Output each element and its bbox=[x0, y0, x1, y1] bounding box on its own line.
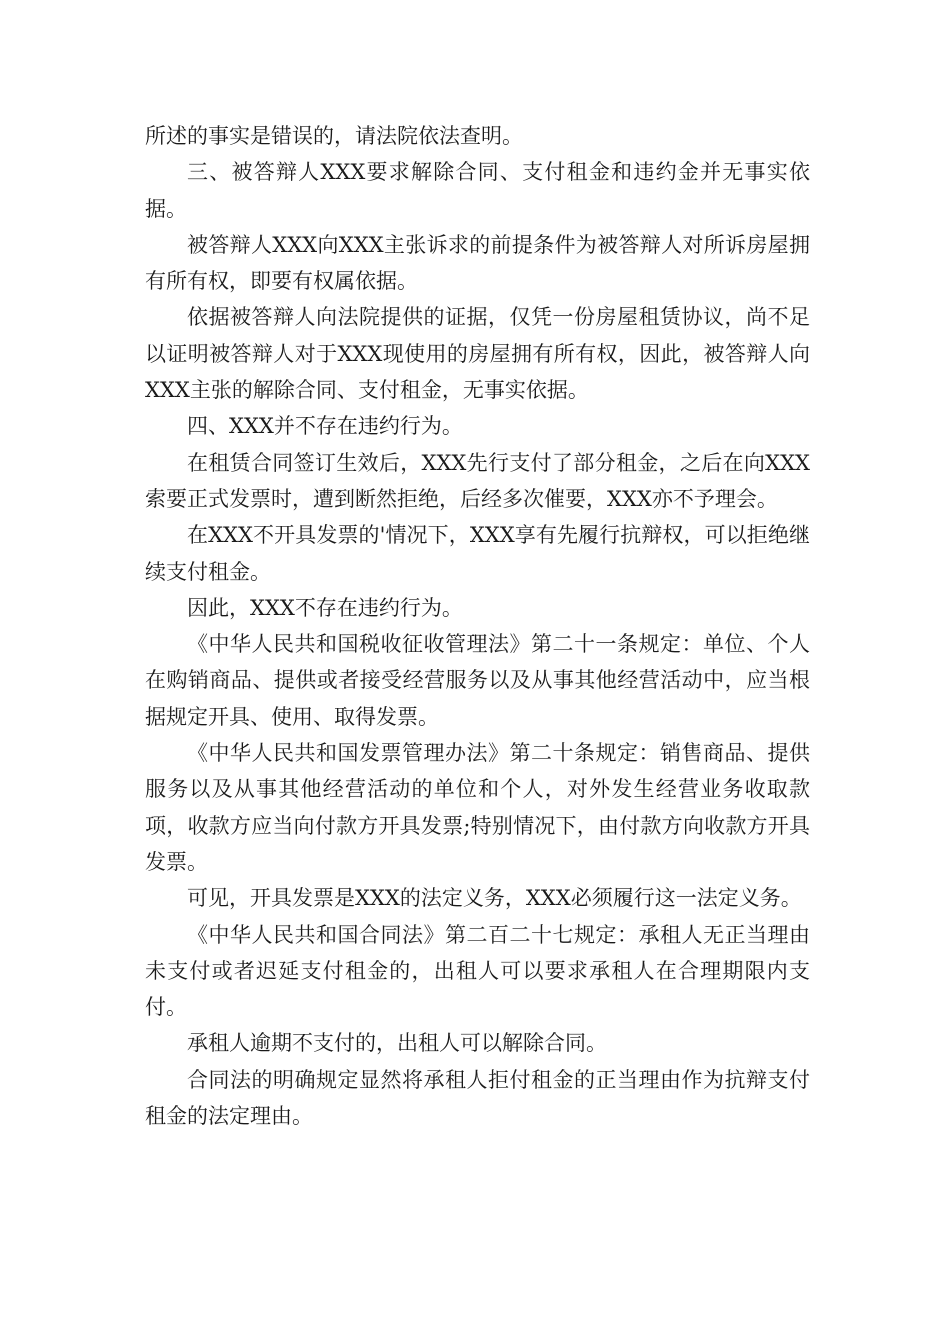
paragraph-12-contract-law: 《中华人民共和国合同法》第二百二十七规定：承租人无正当理由未支付或者迟延支付租金的，出租人可以要求承租人在合理期限内支付。 bbox=[145, 922, 810, 1020]
paragraph-1: 所述的事实是错误的，请法院依法查明。 bbox=[145, 124, 523, 148]
paragraph-4: 依据被答辩人向法院提供的证据，仅凭一份房屋租赁协议，尚不足以证明被答辩人对于XXX现使用的房屋拥有所有权，因此，被答辩人向XXX主张的解除合同、支付租金，无事实依据。 bbox=[145, 305, 810, 403]
paragraph-6: 在租赁合同签订生效后，XXX先行支付了部分租金，之后在向XXX索要正式发票时，遭到断然拒绝，后经多次催要，XXX亦不予理会。 bbox=[145, 450, 810, 511]
paragraph-11: 可见，开具发票是XXX的法定义务，XXX必须履行这一法定义务。 bbox=[187, 886, 802, 911]
paragraph-5-heading-four: 四、XXX并不存在违约行为。 bbox=[187, 414, 463, 439]
document-body bbox=[145, 118, 810, 1134]
paragraph-7: 在XXX不开具发票的'情况下，XXX享有先履行抗辩权，可以拒绝继续支付租金。 bbox=[145, 523, 810, 584]
paragraph-3: 被答辩人XXX向XXX主张诉求的前提条件为被答辩人对所诉房屋拥有所有权，即要有权属依据。 bbox=[145, 232, 810, 294]
paragraph-2-heading-three: 三、被答辩人XXX要求解除合同、支付租金和违约金并无事实依据。 bbox=[145, 160, 810, 221]
paragraph-13: 承租人逾期不支付的，出租人可以解除合同。 bbox=[187, 1031, 607, 1056]
paragraph-9-tax-law: 《中华人民共和国税收征收管理法》第二十一条规定：单位、个人在购销商品、提供或者接受经营服务以及从事其他经营活动中，应当根据规定开具、使用、取得发票。 bbox=[145, 632, 810, 729]
paragraph-8: 因此，XXX不存在违约行为。 bbox=[187, 595, 463, 620]
paragraph-10-invoice-rules: 《中华人民共和国发票管理办法》第二十条规定：销售商品、提供服务以及从事其他经营活动的单位和个人，对外发生经营业务收取款项，收款方应当向付款方开具发票;特别情况下，由付款方向收款方开具发票。 bbox=[145, 741, 810, 874]
paragraph-14: 合同法的明确规定显然将承租人拒付租金的正当理由作为抗辩支付租金的法定理由。 bbox=[145, 1067, 810, 1129]
